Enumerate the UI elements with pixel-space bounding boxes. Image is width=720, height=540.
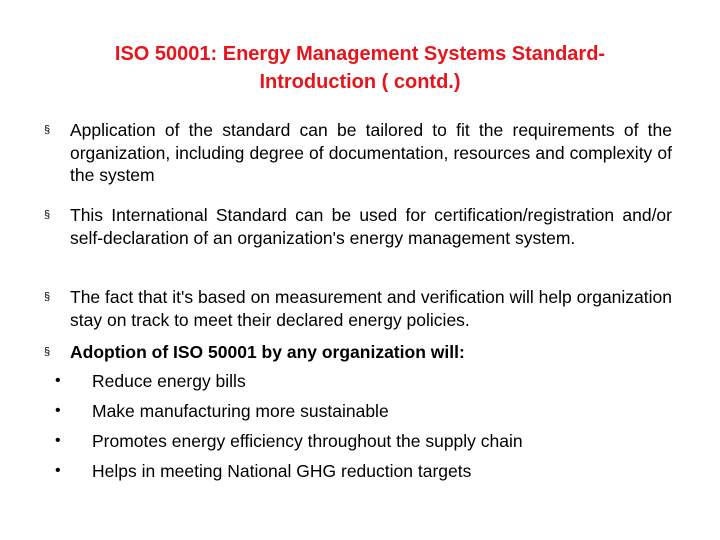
dot-bullet-icon: • (55, 462, 61, 479)
sub-bullet-text: Promotes energy efficiency throughout the supply chain (92, 431, 523, 451)
square-bullet-icon: § (44, 291, 51, 303)
bullet-text-bold: Adoption of ISO 50001 by any organization will: (70, 342, 465, 362)
square-bullet-icon: § (44, 209, 51, 221)
dot-bullet-icon: • (55, 432, 61, 449)
slide-title-line-2: Introduction ( contd.) (259, 71, 461, 93)
sub-bullet-text: Helps in meeting National GHG reduction targets (92, 461, 472, 481)
bullet-text: The fact that it's based on measurement and verification will help organization stay on track to meet their declared energy policies. (70, 287, 672, 330)
dot-bullet-icon: • (55, 372, 61, 389)
bullet-text: Application of the standard can be tailored to fit the requirements of the organization, including degree of documentation, resources and complexity of the system (70, 120, 672, 185)
square-bullet-icon: § (44, 346, 51, 358)
sub-bullet-text: Reduce energy bills (92, 371, 246, 391)
slide-title-line-1: ISO 50001: Energy Management Systems Standard- (114, 43, 606, 65)
bullet-text: This International Standard can be used for certification/registration and/or self-declaration of an organization's energy management system. (70, 205, 672, 248)
sub-bullet-text: Make manufacturing more sustainable (92, 401, 389, 421)
dot-bullet-icon: • (55, 402, 61, 419)
slide-title (40, 40, 680, 96)
square-bullet-icon: § (44, 124, 51, 136)
